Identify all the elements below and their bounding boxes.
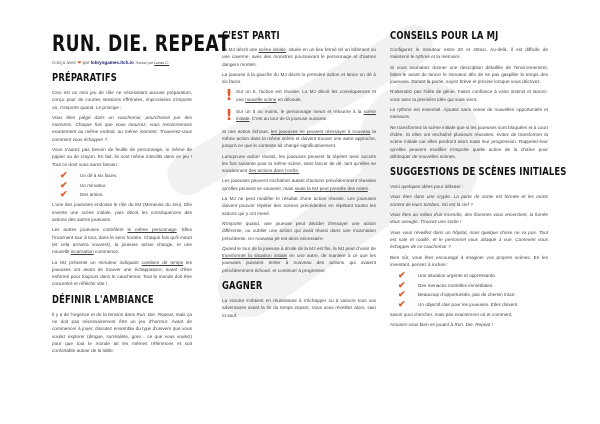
paragraph: Si vous souhaitez donner une description détaillée de l'environnement, faites-le avant de lancer le minuteur afin de ne pas gaspiller le temps des joueuses. Durant la partie, soyez brève et précise lorsque vous décrivez. [390,64,548,85]
paragraph: La MJ décrit une scène initiale, située en un lieu fermé tel un bâtiment ou une caverne, avec des monstres poursuivant le personnage et d'autres dangers mortels. [222,47,376,67]
paragraph: Les autres joueuses contrôlent le même personnage. Elles l'incarnent tour à tour, dans le sens horaire. Chaque fois qu'il meurt (et cela arrivera souvent), la joueuse active change, et une nouvelle incarnation commence. [52,227,192,255]
scene-suggestion: Vous êtes dans une crypte. La porte de sortie est fermée et les morts sortent de leurs tombes. Où est la clef ? [390,194,548,207]
list-item: ✔ Des amies. [52,190,192,200]
check-icon: ✔ [398,270,406,281]
paragraph: Voici quelques idées pour débuter : [390,184,464,190]
check-icon: ✔ [398,298,406,309]
translator-link[interactable]: Lucas C. [154,61,170,65]
list-item: ✔ Des menaces mortelles immédiates. [390,281,548,291]
check-icon: ✔ [398,289,406,300]
paragraph: Vous n'aurez pas besoin de feuille de personnage, ni même de papier ou de crayon. En fait, ils sont même interdits dans ce jeu ! Tout ce dont vous aurez besoin : [52,147,192,167]
paragraph: Bien sûr, vous êtes encouragé à imaginer vos propres scènes. En les inventant, pensez à inclure : [390,254,548,267]
list-item: ✔ Un dé à six faces. [52,171,192,181]
heading-preparatifs: PRÉPARATIFS [52,72,117,84]
failure-rule: ! Sur un 5 ou moins, le personnage meurt et retourne à la scène initiale. C'est au tour de la joueuse suivante. [222,108,376,126]
check-icon: ✔ [60,189,68,200]
closing-line: Amusez-vous bien en jouant à Run. Die. Repeat ! [390,322,493,328]
paragraph: Lorsqu'une action réussit, les joueuses peuvent la répéter avec succès les fois suivante pour la même scène, sans lancer de dé, tant qu'elles se souviennent des actions dans l'ordre. [222,153,376,174]
scene-suggestion: Vous vous réveillez dans un hôpital, mais quelque chose ne va pas. Tout est sale et rouillé, et le personnel vous attaque à vue. Comment vous échapper de ce cauchemar ? [390,229,548,250]
paragraph: Configurez le minuteur entre 20 et 40min. Au-delà, il est difficile de maintenir le rythme et la mémoire. [390,47,548,60]
column-3 [390,30,567,332]
heading-conseils: CONSEILS POUR LA MJ [390,30,499,42]
exclamation-icon: ! [225,106,233,125]
paragraph: Les joueuses peuvent enchaîner autant d'actions précédemment réussies qu'elles peuvent se souvenir, mais seule la MJ peut prendre des notes. [222,178,376,191]
paragraph: N'attendez pas l'idée de génie. Faites confiance à votre instinct et lancez-vous avec la première idée qui vous vient. [390,89,548,102]
success-rule: ! Sur un 6, l'action est réussie. La MJ décrit les conséquences et une nouvelle scène en découle. [222,88,376,106]
heading-ambiance: DÉFINIR L'AMBIANCE [52,293,154,306]
materials-list [52,171,192,200]
list-item: ✔ Un objectif clair pour les joueuses. Elles doivent [390,300,548,310]
paragraph: Ceci est un mini jeu de rôle ne nécessitant aucune préparation, conçu pour de courtes sessions effrénées, improvisées n'importe où, n'importe quand. Le principe : [52,90,192,110]
author-link[interactable]: lobrysgames.itch.io [90,60,134,65]
heading-suggestions: SUGGESTIONS DE SCÈNES INITIALES [390,166,567,179]
heading-gagner: GAGNER [222,280,263,293]
scene-suggestion: Vous êtes au milieu d'un incendie, des flammes vous encerclent, la fumée vous aveugle. Trouvez une sortie ! [390,212,548,225]
document-title: RUN. DIE. REPEAT [52,32,230,57]
heading-cest-parti: C'EST PARTI [222,30,280,42]
paragraph: La MJ présente un minuteur indiquant combien de temps les joueuses ont avant de trouver une échappatoire, avant d'être enfermé pour toujours dans le cauchemar. Tout le monde doit être concentré et réfléchir vite ! [52,259,192,287]
scene-ingredients-list [390,271,548,309]
paragraph: N'importe quand, une joueuse peut décider d'essayer une action différente, ou oublier une action qui avait réussi dans une incarnation précédente. Un nouveau jet est alors nécessaire. [222,220,376,241]
check-icon: ✔ [60,170,68,181]
list-item: ✔ Beaucoup d'opportunités, pas de chemin tracé. [390,290,548,300]
paragraph: Si une action échoue, les joueuses ne peuvent réessayer à nouveau la même action dans la même scène et doivent trouver une autre approche, jusqu'à ce que le contexte ait changé significativement. [222,128,377,149]
paragraph: La MJ ne peut modifier le résultat d'une action réussie. Les joueuses doivent pouvoir répéter des scènes précédentes en répétant toutes les actions qui y ont mené. [222,196,376,216]
column-2 [222,30,376,322]
column-1 [52,72,192,358]
list-item: ✔ Un minuteur. [52,180,192,190]
paragraph: La victoire s'obtient en réussissant à s'échapper ou à vaincre tous vos adversaires avant la fin du temps imparti. Vous vous réveillez alors, sain et sauf. [222,298,376,318]
list-item: ✔ Une situation urgente et oppressante. [390,271,548,281]
paragraph: Il y a de l'urgence et de la tension dans Run. Die. Repeat, mais ça ne doit pas nécessairement être un jeu d'horreur. Avant de commencer à jouer, discutez ensemble du type d'univers que vous voulez explorer (dingue, surréaliste, gore... ce que vous voulez) pour que tout le monde ait les mêmes références et soit confortable autour de la table. [52,311,192,354]
paragraph: Le rythme est essentiel. Ajoutez sans cesse de nouvelles opportunités et menaces. [390,107,548,120]
heart-icon: ❤ [77,60,82,65]
check-icon: ✔ [398,279,406,290]
exclamation-icon: ! [225,86,233,105]
paragraph: Quand le tour de la joueuse à droite de la MJ est fini, la MJ peut choisir de transformer la situation initiale en une autre, de manière à ce que les joueuses puissent tenter à nouveau des actions qui avaient précédemment échoué, et continuer à progresser. [222,245,376,273]
credit-line: Conçu avec ❤ par lobrysgames.itch.io Traduit par Lucas C. [52,60,170,65]
premise-paragraph: Vous êtes piégé dans un cauchemar, pourchassé par des monstres. Chaque fois que vous mourrez, vous recommencez exactement au même endroit, au même moment. Trouverez-vous comment vous échapper ? [52,114,192,142]
check-icon: ✔ [60,179,68,190]
paragraph: savoir quoi chercher, mais pas exactement où et comment. [390,312,513,318]
paragraph: Ne transformez la scène initiale que si les joueuses sont bloquées et à court d'idée. Si elles ont enchaîné plusieurs réussites, évitez de transformer la scène initiale car elles perdront alors toute leur progression. Rappelez-leur qu'elles peuvent modifier n'importe quelle action de la chaîne pour débloquer de nouvelles scènes. [390,124,548,159]
paragraph: L'une des joueuses endosse le rôle du MJ (Meneuse du Jeu). Elle invente une scène initiale, puis décrit les conséquences des actions des autres joueuses. [52,202,192,223]
paragraph: La joueuse à la gauche du MJ décrit la première action et lance un dé à six faces. [222,71,376,85]
